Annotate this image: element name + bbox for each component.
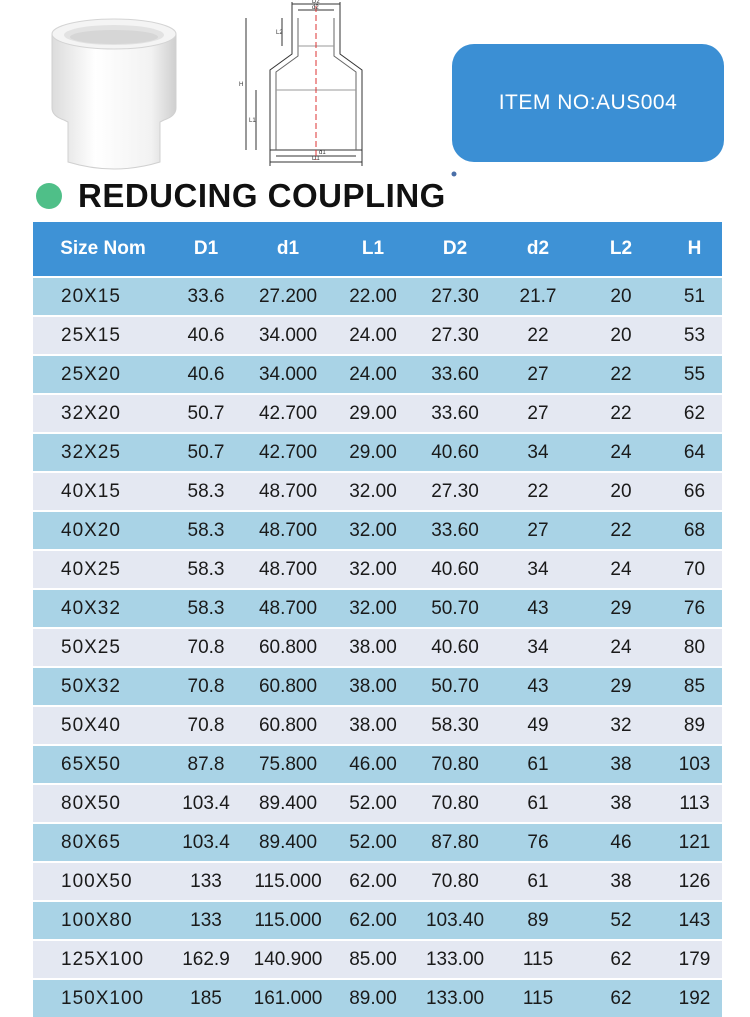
table-row [33, 355, 722, 394]
value-cell: 70 [667, 550, 722, 589]
value-cell: 162.9 [173, 940, 239, 979]
value-cell: 34.000 [239, 316, 337, 355]
value-cell: 133 [173, 901, 239, 940]
value-cell: 61 [501, 862, 575, 901]
size-cell: 25X20 [33, 355, 173, 394]
value-cell: 133 [173, 862, 239, 901]
table-row [33, 511, 722, 550]
value-cell: 75.800 [239, 745, 337, 784]
value-cell: 22.00 [337, 277, 409, 316]
value-cell: 52 [575, 901, 667, 940]
value-cell: 113 [667, 784, 722, 823]
value-cell: 61 [501, 745, 575, 784]
value-cell: 24 [575, 628, 667, 667]
value-cell: 103.40 [409, 901, 501, 940]
value-cell: 115 [501, 940, 575, 979]
table-row [33, 862, 722, 901]
value-cell: 60.800 [239, 667, 337, 706]
value-cell: 62.00 [337, 901, 409, 940]
size-cell: 20X15 [33, 277, 173, 316]
value-cell: 32.00 [337, 472, 409, 511]
value-cell: 42.700 [239, 394, 337, 433]
value-cell: 32.00 [337, 589, 409, 628]
value-cell: 49 [501, 706, 575, 745]
value-cell: 126 [667, 862, 722, 901]
value-cell: 48.700 [239, 550, 337, 589]
table-row [33, 550, 722, 589]
value-cell: 133.00 [409, 940, 501, 979]
value-cell: 29 [575, 589, 667, 628]
value-cell: 22 [575, 394, 667, 433]
value-cell: 58.3 [173, 550, 239, 589]
drawing-label-H: H [239, 82, 244, 88]
value-cell: 53 [667, 316, 722, 355]
column-header: L1 [337, 222, 409, 277]
value-cell: 62 [575, 940, 667, 979]
value-cell: 29 [575, 667, 667, 706]
table-row [33, 706, 722, 745]
value-cell: 34 [501, 628, 575, 667]
value-cell: 133.00 [409, 979, 501, 1017]
value-cell: 48.700 [239, 472, 337, 511]
value-cell: 140.900 [239, 940, 337, 979]
value-cell: 70.80 [409, 745, 501, 784]
value-cell: 20 [575, 472, 667, 511]
value-cell: 62 [667, 394, 722, 433]
value-cell: 51 [667, 277, 722, 316]
value-cell: 60.800 [239, 706, 337, 745]
value-cell: 32 [575, 706, 667, 745]
drawing-label-L1: L1 [249, 118, 256, 124]
value-cell: 22 [575, 511, 667, 550]
item-number-badge: ITEM NO:AUS004 [452, 44, 724, 162]
value-cell: 62.00 [337, 862, 409, 901]
value-cell: 24 [575, 433, 667, 472]
size-cell: 50X25 [33, 628, 173, 667]
table-row [33, 277, 722, 316]
value-cell: 24 [575, 550, 667, 589]
value-cell: 87.8 [173, 745, 239, 784]
value-cell: 34.000 [239, 355, 337, 394]
column-header: D1 [173, 222, 239, 277]
value-cell: 115.000 [239, 862, 337, 901]
value-cell: 66 [667, 472, 722, 511]
table-row [33, 901, 722, 940]
value-cell: 58.3 [173, 511, 239, 550]
value-cell: 103.4 [173, 784, 239, 823]
value-cell: 64 [667, 433, 722, 472]
value-cell: 161.000 [239, 979, 337, 1017]
spec-table [33, 222, 722, 1017]
value-cell: 89.400 [239, 823, 337, 862]
value-cell: 70.80 [409, 862, 501, 901]
table-row [33, 472, 722, 511]
value-cell: 121 [667, 823, 722, 862]
value-cell: 32.00 [337, 550, 409, 589]
value-cell: 89.400 [239, 784, 337, 823]
value-cell: 40.6 [173, 355, 239, 394]
value-cell: 33.6 [173, 277, 239, 316]
value-cell: 32.00 [337, 511, 409, 550]
value-cell: 24.00 [337, 355, 409, 394]
value-cell: 43 [501, 589, 575, 628]
value-cell: 40.60 [409, 433, 501, 472]
column-header: L2 [575, 222, 667, 277]
value-cell: 48.700 [239, 589, 337, 628]
table-row [33, 394, 722, 433]
size-cell: 125X100 [33, 940, 173, 979]
value-cell: 76 [501, 823, 575, 862]
value-cell: 38 [575, 784, 667, 823]
product-photo [44, 12, 184, 174]
value-cell: 43 [501, 667, 575, 706]
table-header-row [33, 222, 722, 277]
value-cell: 27.30 [409, 277, 501, 316]
value-cell: 85.00 [337, 940, 409, 979]
table-row [33, 589, 722, 628]
value-cell: 29.00 [337, 394, 409, 433]
value-cell: 58.3 [173, 472, 239, 511]
table-body [33, 277, 722, 1017]
table-row [33, 433, 722, 472]
table-row [33, 628, 722, 667]
column-header: D2 [409, 222, 501, 277]
value-cell: 38 [575, 862, 667, 901]
table-row [33, 784, 722, 823]
value-cell: 38 [575, 745, 667, 784]
value-cell: 89 [501, 901, 575, 940]
drawing-label-L2: L2 [276, 30, 283, 36]
value-cell: 27.200 [239, 277, 337, 316]
product-title: REDUCING COUPLING [78, 177, 446, 214]
value-cell: 143 [667, 901, 722, 940]
value-cell: 29.00 [337, 433, 409, 472]
value-cell: 40.60 [409, 628, 501, 667]
value-cell: 52.00 [337, 784, 409, 823]
value-cell: 80 [667, 628, 722, 667]
value-cell: 76 [667, 589, 722, 628]
value-cell: 40.6 [173, 316, 239, 355]
value-cell: 50.7 [173, 394, 239, 433]
value-cell: 33.60 [409, 511, 501, 550]
size-cell: 100X50 [33, 862, 173, 901]
value-cell: 21.7 [501, 277, 575, 316]
table-row [33, 745, 722, 784]
size-cell: 32X20 [33, 394, 173, 433]
table-row [33, 823, 722, 862]
bullet-dot-icon [36, 183, 62, 209]
size-cell: 50X32 [33, 667, 173, 706]
table-row [33, 979, 722, 1017]
value-cell: 50.70 [409, 667, 501, 706]
value-cell: 48.700 [239, 511, 337, 550]
value-cell: 70.8 [173, 706, 239, 745]
value-cell: 27.30 [409, 472, 501, 511]
size-cell: 80X50 [33, 784, 173, 823]
size-cell: 32X25 [33, 433, 173, 472]
value-cell: 179 [667, 940, 722, 979]
size-cell: 150X100 [33, 979, 173, 1017]
value-cell: 27.30 [409, 316, 501, 355]
column-header: d1 [239, 222, 337, 277]
value-cell: 70.8 [173, 667, 239, 706]
value-cell: 192 [667, 979, 722, 1017]
size-cell: 40X25 [33, 550, 173, 589]
drawing-label-d1: d1 [319, 150, 326, 156]
column-header: Size Nom [33, 222, 173, 277]
column-header: H [667, 222, 722, 277]
value-cell: 38.00 [337, 628, 409, 667]
value-cell: 61 [501, 784, 575, 823]
size-cell: 40X32 [33, 589, 173, 628]
size-cell: 100X80 [33, 901, 173, 940]
value-cell: 50.70 [409, 589, 501, 628]
value-cell: 33.60 [409, 394, 501, 433]
drawing-label-D1: D1 [312, 156, 320, 162]
value-cell: 58.3 [173, 589, 239, 628]
value-cell: 52.00 [337, 823, 409, 862]
value-cell: 38.00 [337, 667, 409, 706]
technical-drawing [232, 0, 400, 170]
value-cell: 40.60 [409, 550, 501, 589]
value-cell: 20 [575, 316, 667, 355]
value-cell: 115.000 [239, 901, 337, 940]
drawing-label-D2: D2 [312, 0, 320, 5]
size-cell: 40X15 [33, 472, 173, 511]
title-row [36, 174, 446, 218]
value-cell: 70.80 [409, 784, 501, 823]
sparkle-icon [448, 168, 460, 180]
value-cell: 33.60 [409, 355, 501, 394]
table-row [33, 316, 722, 355]
value-cell: 46.00 [337, 745, 409, 784]
value-cell: 22 [575, 355, 667, 394]
size-cell: 40X20 [33, 511, 173, 550]
value-cell: 60.800 [239, 628, 337, 667]
value-cell: 22 [501, 316, 575, 355]
table-row [33, 940, 722, 979]
value-cell: 85 [667, 667, 722, 706]
value-cell: 27 [501, 511, 575, 550]
value-cell: 62 [575, 979, 667, 1017]
value-cell: 68 [667, 511, 722, 550]
value-cell: 34 [501, 433, 575, 472]
value-cell: 46 [575, 823, 667, 862]
value-cell: 70.8 [173, 628, 239, 667]
table-row [33, 667, 722, 706]
value-cell: 55 [667, 355, 722, 394]
value-cell: 115 [501, 979, 575, 1017]
column-header: d2 [501, 222, 575, 277]
value-cell: 38.00 [337, 706, 409, 745]
value-cell: 103.4 [173, 823, 239, 862]
value-cell: 50.7 [173, 433, 239, 472]
value-cell: 34 [501, 550, 575, 589]
drawing-label-d2: d2 [312, 5, 319, 11]
value-cell: 42.700 [239, 433, 337, 472]
value-cell: 185 [173, 979, 239, 1017]
value-cell: 89.00 [337, 979, 409, 1017]
value-cell: 27 [501, 394, 575, 433]
value-cell: 27 [501, 355, 575, 394]
value-cell: 20 [575, 277, 667, 316]
size-cell: 65X50 [33, 745, 173, 784]
value-cell: 87.80 [409, 823, 501, 862]
value-cell: 22 [501, 472, 575, 511]
size-cell: 50X40 [33, 706, 173, 745]
value-cell: 24.00 [337, 316, 409, 355]
size-cell: 80X65 [33, 823, 173, 862]
value-cell: 89 [667, 706, 722, 745]
value-cell: 103 [667, 745, 722, 784]
size-cell: 25X15 [33, 316, 173, 355]
value-cell: 58.30 [409, 706, 501, 745]
